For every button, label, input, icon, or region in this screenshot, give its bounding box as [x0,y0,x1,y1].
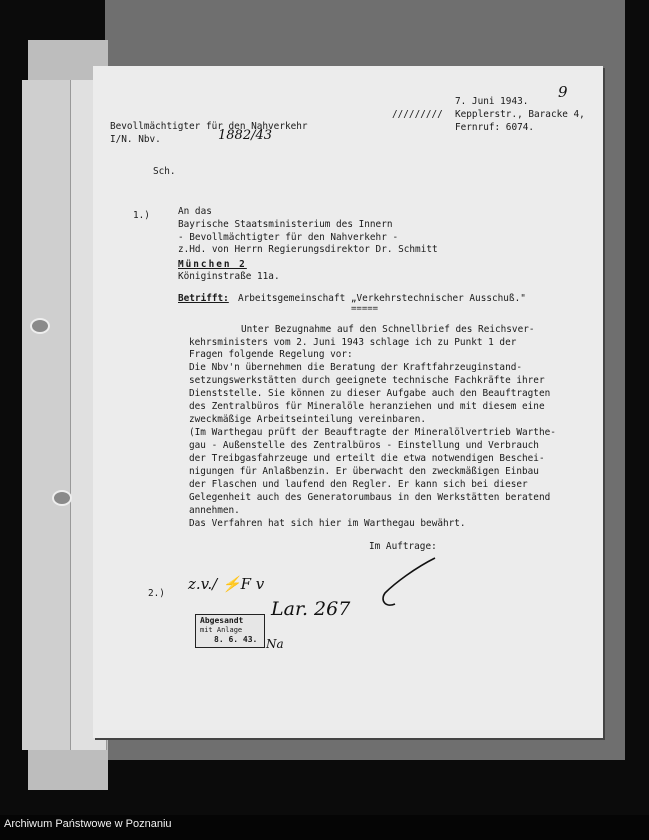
body-line: (Im Warthegau prüft der Beauftragte der Mineralölvertrieb Warthe- [189,427,556,438]
body-line: zweckmäßige Arbeitseinteilung vereinbaren. [189,414,427,425]
item1-number: 1.) [133,210,150,221]
sender-line1: Bevollmächtigter für den Nahverkehr [110,121,308,132]
subject-dash: ===== [351,304,379,314]
body-line: annehmen. [189,505,240,516]
address-line: Kepplerstr., Baracke 4, [455,109,585,120]
letter-page [93,66,603,738]
body-line: der Flaschen und laufend den Regler. Er kann sich bei dieser [189,479,528,490]
body-line: des Zentralbüros für Mineralöle heranziehen und mit diesem eine [189,401,545,412]
body-line: nigungen für Anlaßbenzin. Er überwacht den zweckmäßigen Einbau [189,466,539,477]
letter-date: 7. Juni 1943. [455,96,529,107]
body-line: Fragen folgende Regelung vor: [189,349,353,360]
subject-text: Arbeitsgemeinschaft „Verkehrstechnischer Ausschuß." [238,293,526,304]
stamp-date: 8. 6. 43. [214,635,258,644]
city: München 2 [178,259,247,270]
stamp-label: Abgesandt [200,616,244,625]
street: Königinstraße 11a. [178,271,280,282]
item2-handwritten: z.v./ ⚡F v [188,575,265,593]
handwritten-ref: Lar. 267 [271,598,351,620]
body-line: Gelegenheit auch des Generatorumbaus in den Werkstätten beratend [189,492,551,503]
body-line: kehrsministers vom 2. Juni 1943 schlage ich zu Punkt 1 der [189,337,517,348]
subject-label: Betrifft: [178,293,229,304]
body-line: gau - Außenstelle des Zentralbüros - Einstellung und Verbrauch [189,440,539,451]
body-line: Dienststelle. Sie können zu dieser Aufgabe auch den Beauftragten [189,388,551,399]
reference-handwritten: 1882/43 [218,128,273,143]
phone-line: Fernruf: 6074. [455,122,535,133]
punch-hole [30,318,50,334]
body-line: Das Verfahren hat sich hier im Warthegau bewährt. [189,518,466,529]
slash-marks: ///////// [392,109,443,120]
closing: Im Auftrage: [369,541,437,552]
stamp-attachment: mit Anlage [200,626,243,634]
punch-hole [52,490,72,506]
handwritten-initials: Na [266,637,284,651]
body-line: der Treibgasfahrzeuge und erteilt die etwa notwendigen Beschei- [189,453,545,464]
addressee-line: An das [178,206,212,217]
sender-line2: I/N. Nbv. [110,134,161,145]
addressee-line: - Bevollmächtigter für den Nahverkehr - [178,232,399,243]
addressee-line: z.Hd. von Herrn Regierungsdirektor Dr. Schmitt [178,244,438,255]
corner-mark: 9 [558,83,568,101]
sent-stamp [195,614,265,648]
archive-footer: Archiwum Państwowe w Poznaniu [4,818,172,830]
signature-icon [375,548,445,618]
sch-mark: Sch. [153,166,176,177]
body-line: Unter Bezugnahme auf den Schnellbrief des Reichsver- [241,324,535,335]
body-line: Die Nbv'n übernehmen die Beratung der Kraftfahrzeuginstand- [189,362,523,373]
addressee-line: Bayrische Staatsministerium des Innern [178,219,393,230]
body-line: setzungswerkstätten durch geeignete technische Fachkräfte ihrer [189,375,545,386]
item2-number: 2.) [148,588,165,599]
